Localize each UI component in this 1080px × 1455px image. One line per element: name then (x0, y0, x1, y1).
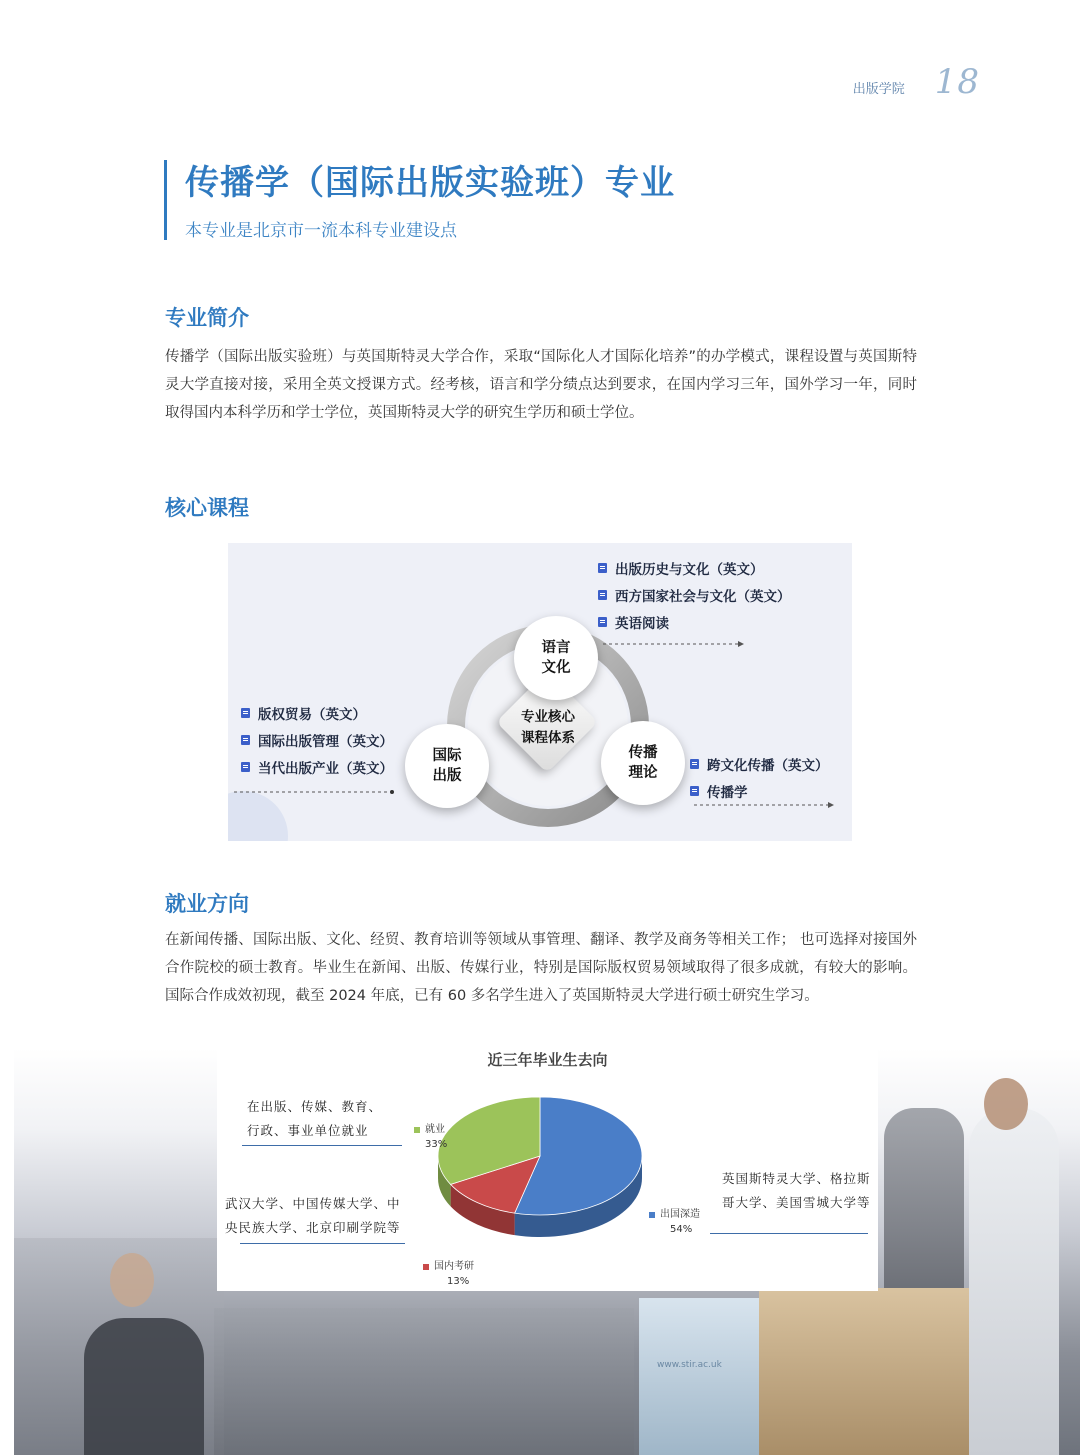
list-item: 传播学 (690, 777, 829, 804)
legend-swatch (414, 1127, 420, 1133)
book-icon (241, 762, 250, 772)
page-subtitle: 本专业是北京市一流本科专业建设点 (185, 221, 457, 241)
dot-publishing (390, 790, 394, 794)
node-theory-line1: 传播 (628, 744, 658, 761)
intro-text: 传播学（国际出版实验班）与英国斯特灵大学合作，采取“国际化人才国际化培养”的办学模式，课程设置与英国斯特灵大学直接对接，采用全英文授课方式。经考核，语言和学分绩点达到要求，在国内学习三年，国外学习一年，同时取得国内本科学历和学士学位，英国斯特灵大学的研究生学历和硕士学位。 (165, 349, 917, 421)
page-number: 18 (934, 62, 980, 102)
book-icon (690, 759, 699, 769)
node-international-publishing (405, 724, 489, 808)
career-text: 在新闻传播、国际出版、文化、经贸、教育培训等领域从事管理、翻译、教学及商务等相关工作； 也可选择对接国外合作院校的硕士教育。毕业生在新闻、出版、传媒行业，特别是国际版权贸易领域取得了很多成就，有较大的影响。国际合作成效初现，截至 2024 年底，已有 60 多名学生进入了英国斯特灵大学进行硕士研究生学习。 (165, 932, 917, 1004)
legend-abroad: 出国深造 (649, 1208, 700, 1222)
book-icon (598, 563, 607, 573)
photo-desks (214, 1308, 634, 1455)
photo-banner-text: www.stir.ac.uk (657, 1360, 722, 1370)
theory-course-list (690, 750, 829, 804)
book-icon (598, 617, 607, 627)
arrow-theory (828, 802, 834, 808)
list-item: 国际出版管理（英文） (241, 726, 393, 753)
note-domestic: 武汉大学、中国传媒大学、中 央民族大学、北京印刷学院等 (225, 1196, 401, 1235)
book-icon (598, 590, 607, 600)
publishing-course-list (241, 699, 393, 780)
list-item: 版权贸易（英文） (241, 699, 393, 726)
photo-lectern (759, 1288, 999, 1455)
chart-title: 近三年毕业生去向 (487, 1051, 608, 1069)
node-communication-theory (601, 721, 685, 805)
node-language-culture (514, 616, 598, 700)
list-item: 英语阅读 (598, 608, 791, 635)
list-item: 当代出版产业（英文） (241, 753, 393, 780)
book-icon (241, 708, 250, 718)
book-icon (690, 786, 699, 796)
note-abroad-underline (710, 1233, 868, 1234)
language-course-list (598, 554, 791, 635)
core-course-diagram (228, 543, 852, 841)
career-heading: 就业方向 (165, 892, 249, 916)
arrow-language (738, 641, 744, 647)
core-center-line1: 专业核心 (521, 709, 575, 725)
photo-student-figure (84, 1318, 204, 1455)
node-language-line2: 文化 (541, 659, 571, 676)
intro-heading: 专业简介 (165, 306, 249, 330)
photo-student-head (110, 1253, 154, 1307)
core-heading: 核心课程 (165, 496, 249, 520)
book-icon (241, 735, 250, 745)
legend-swatch (649, 1212, 655, 1218)
destination-chart-card (217, 1043, 878, 1291)
photo-speaker-head (984, 1078, 1028, 1130)
legend-swatch (423, 1264, 429, 1270)
photo-banner (639, 1298, 759, 1455)
list-item: 跨文化传播（英文） (690, 750, 829, 777)
list-item: 出版历史与文化（英文） (598, 554, 791, 581)
college-name: 出版学院 (852, 82, 905, 97)
node-publishing-line1: 国际 (432, 747, 462, 764)
list-item: 西方国家社会与文化（英文） (598, 581, 791, 608)
note-abroad: 英国斯特灵大学、格拉斯 哥大学、美国雪城大学等 (722, 1171, 871, 1210)
node-theory-line2: 理论 (628, 764, 658, 781)
photo-person-back (884, 1108, 964, 1288)
photo-speaker (969, 1108, 1059, 1455)
node-language-line1: 语言 (541, 639, 571, 656)
legend-employment: 就业 (414, 1123, 445, 1137)
label-employment-pct: 33% (425, 1139, 448, 1150)
note-domestic-underline (240, 1243, 405, 1244)
note-employment: 在出版、传媒、教育、 行政、事业单位就业 (247, 1099, 383, 1138)
label-domestic-pct: 13% (447, 1276, 470, 1287)
page-header (853, 62, 980, 102)
label-abroad-pct: 54% (670, 1224, 693, 1235)
core-center-label (498, 707, 598, 749)
note-employment-underline (242, 1145, 402, 1146)
node-publishing-line2: 出版 (432, 767, 462, 784)
title-block (164, 160, 675, 240)
core-center-line2: 课程体系 (521, 730, 575, 746)
legend-domestic: 国内考研 (423, 1260, 474, 1274)
page-title: 传播学（国际出版实验班）专业 (185, 163, 675, 203)
